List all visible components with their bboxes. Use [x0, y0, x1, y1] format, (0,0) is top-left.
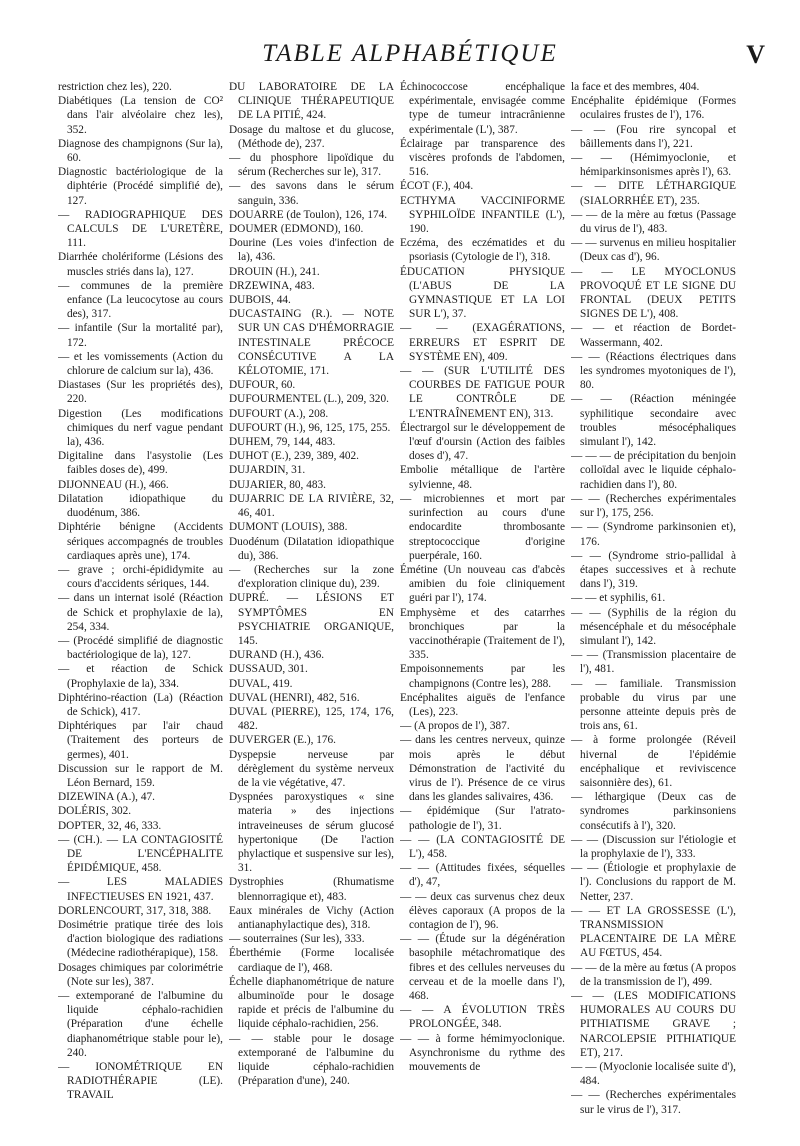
- index-entry: Diphtériques par l'air chaud (Traitement des porteurs de germes), 401.: [58, 720, 223, 761]
- index-entry: — — (Syndrome parkinsonien et), 176.: [571, 521, 736, 548]
- index-entry: Diabétiques (La tension de CO² dans l'air alvéolaire chez les), 352.: [58, 95, 223, 136]
- index-entry: — — familiale. Transmission probable du virus par une personne atteinte depuis près de trois ans, 61.: [571, 677, 736, 733]
- index-entry: ECTHYMA VACCINIFORME SYPHILOÏDE INFANTILE (L'), 190.: [400, 194, 565, 236]
- index-entry: Diagnostic bactériologique de la diphtérie (Procédé simplifié de), 127.: [58, 166, 223, 207]
- index-entry: DIJONNEAU (H.), 466.: [58, 478, 169, 491]
- index-columns: [58, 80, 742, 1135]
- index-entry: Encéphalites aiguës de l'enfance (Les), 223.: [400, 691, 565, 718]
- running-title: TABLE ALPHABÉTIQUE: [262, 40, 558, 67]
- index-entry: — souterraines (Sur les), 333.: [229, 933, 365, 946]
- index-entry: Diagnose des champignons (Sur la), 60.: [58, 137, 223, 165]
- index-entry: — — et syphilis, 61.: [571, 592, 666, 605]
- index-entry: Embolie métallique de l'artère sylvienne, 48.: [400, 464, 565, 491]
- index-entry: Eaux minérales de Vichy (Action antianaphylactique des), 318.: [229, 904, 394, 931]
- index-entry: DIZEWINA (A.), 47.: [58, 791, 155, 804]
- index-entry: DROUIN (H.), 241.: [229, 265, 320, 278]
- index-entry: — — (Transmission placentaire de l'), 481.: [571, 649, 736, 676]
- index-entry: — (Procédé simplifié de diagnostic bactériologique de la), 127.: [58, 634, 223, 662]
- index-entry: DORLENCOURT, 317, 318, 388.: [58, 904, 212, 917]
- index-entry: — communes de la première enfance (La leucocytose au cours des), 317.: [58, 279, 223, 321]
- index-entry: Dyspnées paroxystiques « sine materia » des injections intraveineuses de sérum glucosé hypertonique (De l'action phylactique et suspensive sur les), 31.: [229, 791, 394, 875]
- index-entry: — léthargique (Deux cas de syndromes parkinsoniens consécutifs à l'), 320.: [571, 791, 736, 832]
- index-entry: Éberthémie (Forme localisée cardiaque de l'), 468.: [229, 947, 394, 974]
- index-entry: DOUARRE (de Toulon), 126, 174.: [229, 208, 388, 221]
- index-entry: Duodénum (Dilatation idiopathique du), 386.: [229, 535, 394, 562]
- index-entry: DUFOUR, 60.: [229, 379, 296, 392]
- index-entry: — (CH.). — LA CONTAGIOSITÉ DE L'ENCÉPHALITE ÉPIDÉMIQUE, 458.: [58, 833, 223, 875]
- index-entry: — grave ; orchi-épididymite au cours d'accidents sériques, 144.: [58, 563, 223, 591]
- index-entry: DUBOIS, 44.: [229, 294, 291, 307]
- index-entry: DUPRÉ. — LÉSIONS ET SYMPTÔMES EN PSYCHIATRIE ORGANIQUE, 145.: [229, 592, 394, 647]
- index-entry: DUJARDIN, 31.: [229, 464, 306, 477]
- index-entry: — — (Étiologie et prophylaxie de l'). Conclusions du rapport de M. Netter, 237.: [571, 862, 736, 903]
- index-column-4: [571, 80, 736, 1135]
- index-entry: — — (Discussion sur l'étiologie et la prophylaxie de l'), 333.: [571, 833, 736, 860]
- index-entry: Échelle diaphanométrique de nature albuminoïde pour le dosage rapide et précis de l'albumine du liquide céphalo-rachidien, 256.: [229, 975, 394, 1031]
- index-entry: — — stable pour le dosage extemporané de l'albumine du liquide céphalo-rachidien (Préparation d'une), 240.: [229, 1032, 394, 1088]
- index-entry: — — (Syphilis de la région du mésencéphale et du mésocéphale simulant l'), 142.: [571, 606, 736, 647]
- index-entry: — — (Recherches expérimentales sur le virus de l'), 317.: [571, 1089, 736, 1116]
- index-entry: ÉDUCATION PHYSIQUE (L'ABUS DE LA GYMNASTIQUE ET LA LOI SUR L'), 37.: [400, 265, 565, 321]
- index-entry: Discussion sur le rapport de M. Léon Bernard, 159.: [58, 762, 223, 789]
- index-entry: — extemporané de l'albumine du liquide céphalo-rachidien (Préparation d'une échelle diaphanométrique stable pour le), 240.: [58, 990, 223, 1059]
- index-entry: DUVERGER (E.), 176.: [229, 734, 336, 747]
- index-entry: — IONOMÉTRIQUE EN RADIOTHÉRAPIE (LE). TRAVAIL: [58, 1061, 223, 1102]
- index-entry: la face et des membres, 404.: [571, 81, 700, 93]
- index-entry: — — de la mère au fœtus (A propos de la transmission de l'), 499.: [571, 961, 736, 988]
- index-entry: — (Recherches sur la zone d'exploration clinique du), 239.: [229, 563, 394, 591]
- index-entry: Empoisonnements par les champignons (Contre les), 288.: [400, 663, 565, 690]
- index-entry: — dans un internat isolé (Réaction de Schick et prophylaxie de la), 254, 334.: [58, 592, 223, 633]
- index-entry: — — de la mère au fœtus (Passage du virus de l'), 483.: [571, 208, 736, 236]
- index-entry: Émétine (Un nouveau cas d'abcès amibien du foie cliniquement guéri par l'), 174.: [400, 563, 565, 605]
- index-entry: — — et réaction de Bordet-Wassermann, 402.: [571, 322, 736, 349]
- index-entry: DUHEM, 79, 144, 483.: [229, 436, 336, 449]
- index-entry: Dosimétrie pratique tirée des lois d'action biologique des radiations (Médecine radiothérapique), 158.: [58, 918, 223, 960]
- index-entry: Dyspepsie nerveuse par dérèglement du système nerveux de la vie végétative, 47.: [229, 748, 394, 789]
- index-entry: Dosages chimiques par colorimétrie (Note sur les), 387.: [58, 961, 223, 988]
- index-entry: Digestion (Les modifications chimiques du nerf vague pendant la), 436.: [58, 407, 223, 449]
- index-entry: Eczéma, des eczématides et du psoriasis (Cytologie de l'), 318.: [400, 237, 565, 264]
- index-entry: — — (Syndrome strio-pallidal à étapes successives et à rechute dans l'), 319.: [571, 549, 736, 591]
- index-entry: DUFOURMENTEL (L.), 209, 320.: [229, 393, 389, 406]
- index-entry: — — (Recherches expérimentales sur l'), 175, 256.: [571, 492, 736, 520]
- index-entry: — infantile (Sur la mortalité par), 172.: [58, 322, 223, 349]
- index-entry: — — à forme hémimyoclonique. Asynchronisme du rythme des mouvements de: [400, 1032, 565, 1074]
- index-entry: — — (Fou rire syncopal et bâillements dans l'), 221.: [571, 123, 736, 150]
- index-entry: DUJARRIC DE LA RIVIÈRE, 32, 46, 401.: [229, 492, 394, 520]
- index-entry: DRZEWINA, 483.: [229, 279, 315, 292]
- index-entry: Dilatation idiopathique du duodénum, 386.: [58, 492, 223, 520]
- index-column-3: [400, 80, 565, 1135]
- page-header: [55, 40, 765, 76]
- index-entry: DOLÉRIS, 302.: [58, 805, 132, 818]
- index-entry: DUVAL (PIERRE), 125, 174, 176, 482.: [229, 705, 394, 733]
- index-entry: — à forme prolongée (Réveil hivernal de l'épidémie encéphalique et reviviscence saisonnière des), 61.: [571, 734, 736, 789]
- index-entry: DUFOURT (A.), 208.: [229, 407, 329, 420]
- index-entry: — — ET LA GROSSESSE (L'), TRANSMISSION PLACENTAIRE DE LA MÈRE AU FŒTUS, 454.: [571, 904, 736, 960]
- index-entry: — — (SUR L'UTILITÉ DES COURBES DE FATIGUE POUR LE CONTRÔLE DE L'ENTRAÎNEMENT EN), 313.: [400, 365, 565, 420]
- index-entry: DUSSAUD, 301.: [229, 663, 308, 676]
- index-entry: DOPTER, 32, 46, 333.: [58, 819, 162, 832]
- index-entry: Dosage du maltose et du glucose, (Méthode de), 237.: [229, 123, 394, 150]
- index-entry: — des savons dans le sérum sanguin, 336.: [229, 180, 394, 207]
- index-entry: DURAND (H.), 436.: [229, 649, 325, 662]
- index-entry: DUVAL, 419.: [229, 677, 293, 690]
- index-entry: Échinococcose encéphalique expérimentale, envisagée comme type de tumeur intracrânienne expérimentale (L'), 387.: [400, 81, 565, 136]
- index-entry: — et les vomissements (Action du chlorure de calcium sur la), 436.: [58, 350, 223, 378]
- index-entry: DUCASTAING (R.). — NOTE SUR UN CAS D'HÉMORRAGIE INTESTINALE PRÉCOCE CONSÉCUTIVE A LA KÉLOTOMIE, 171.: [229, 308, 394, 378]
- index-entry: — — (LA CONTAGIOSITÉ DE L'), 458.: [400, 833, 565, 860]
- index-entry: — — (Attitudes fixées, séquelles d'), 47,: [400, 862, 565, 889]
- index-entry: Diarrhée cholériforme (Lésions des muscles striés dans la), 127.: [58, 251, 223, 278]
- index-entry: — — (LES MODIFICATIONS HUMORALES AU COURS DU PITHIATISME GRAVE ; NARCOLEPSIE PITHIATIQUE ET), 217.: [571, 990, 736, 1059]
- page-number: V: [746, 40, 765, 69]
- index-column-2: [229, 80, 394, 1135]
- index-entry: Éclairage par transparence des viscères profonds de l'abdomen, 516.: [400, 137, 565, 179]
- index-entry: Diphtérino-réaction (La) (Réaction de Schick), 417.: [58, 691, 223, 718]
- index-entry: Diastases (Sur les propriétés des), 220.: [58, 379, 223, 406]
- index-entry: — du phosphore lipoïdique du sérum (Recherches sur le), 317.: [229, 152, 394, 179]
- index-column-1: [58, 80, 223, 1135]
- index-entry: DUFOURT (H.), 96, 125, 175, 255.: [229, 421, 391, 434]
- index-entry: — (A propos de l'), 387.: [400, 720, 510, 733]
- index-entry: — — LE MYOCLONUS PROVOQUÉ ET LE SIGNE DU FRONTAL (DEUX PETITS SIGNES DE L'), 408.: [571, 265, 736, 321]
- index-entry: Digitaline dans l'asystolie (Les faibles doses de), 499.: [58, 450, 223, 477]
- index-entry: DOUMER (EDMOND), 160.: [229, 223, 364, 236]
- index-entry: Électrargol sur le développement de l'œuf d'oursin (Action des faibles doses d'), 47.: [400, 421, 565, 463]
- index-entry: — — (Étude sur la dégénération basophile métachromatique des fibres et des cellules nerveuses du cerveau et de la moelle dans l'), 468.: [400, 933, 565, 1002]
- index-entry: — — DITE LÉTHARGIQUE (SIALORRHÉE ET), 235.: [571, 180, 736, 207]
- index-entry: ÉCOT (F.), 404.: [400, 180, 474, 193]
- index-entry: Emphysème et des catarrhes bronchiques par la vaccinothérapie (Traitement de l'), 335.: [400, 606, 565, 662]
- index-entry: Dourine (Les voies d'infection de la), 436.: [229, 237, 394, 264]
- index-entry: — et réaction de Schick (Prophylaxie de la), 334.: [58, 663, 223, 690]
- index-entry: — — deux cas survenus chez deux élèves caporaux (A propos de la contagion de l'), 96.: [400, 890, 565, 931]
- index-entry: Dystrophies (Rhumatisme blennorragique et), 483.: [229, 876, 394, 903]
- index-entry: — dans les centres nerveux, quinze mois après le début Démonstration de l'activité du virus de l'). Présence de ce virus dans les glandes salivaires, 436.: [400, 734, 565, 804]
- index-entry: — — survenus en milieu hospitalier (Deux cas d'), 96.: [571, 237, 736, 264]
- index-entry: — RADIOGRAPHIQUE DES CALCULS DE L'URETÈRE, 111.: [58, 208, 223, 250]
- index-entry: — — (EXAGÉRATIONS, ERREURS ET ESPRIT DE SYSTÈME EN), 409.: [400, 322, 565, 363]
- index-entry: — — (Réaction méningée syphilitique secondaire avec troubles mésocéphaliques simulant l'), 142.: [571, 393, 736, 449]
- index-entry: DUVAL (HENRI), 482, 516.: [229, 691, 360, 704]
- index-entry: DU LABORATOIRE DE LA CLINIQUE THÉRAPEUTIQUE DE LA PITIÉ, 424.: [229, 81, 394, 122]
- index-entry: Diphtérie bénigne (Accidents sériques accompagnés de troubles cardiaques après une), 174.: [58, 521, 223, 562]
- index-entry: — — A ÉVOLUTION TRÈS PROLONGÉE, 348.: [400, 1004, 565, 1031]
- index-entry: Encéphalite épidémique (Formes oculaires frustes de l'), 176.: [571, 95, 736, 122]
- index-entry: DUJARIER, 80, 483.: [229, 478, 326, 491]
- index-entry: — — — de précipitation du benjoin colloïdal avec le liquide céphalo-rachidien dans l'), 80.: [571, 450, 736, 491]
- index-entry: DUMONT (LOUIS), 388.: [229, 521, 348, 534]
- index-entry: DUHOT (E.), 239, 389, 402.: [229, 450, 360, 463]
- index-entry: — — (Myoclonie localisée suite d'), 484.: [571, 1061, 736, 1088]
- index-entry: — épidémique (Sur l'atrato-pathologie de l'), 31.: [400, 805, 565, 832]
- index-entry: — — (Réactions électriques dans les syndromes myotoniques de l'), 80.: [571, 350, 736, 392]
- index-entry: — microbiennes et mort par surinfection au cours d'une endocardite thrombosante streptococcique d'origine puerpérale, 160.: [400, 492, 565, 562]
- index-entry: — — (Hémimyoclonie, et hémiparkinsonismes après l'), 63.: [571, 152, 736, 179]
- index-entry: restriction chez les), 220.: [58, 81, 172, 93]
- index-entry: — LES MALADIES INFECTIEUSES EN 1921, 437.: [58, 876, 223, 903]
